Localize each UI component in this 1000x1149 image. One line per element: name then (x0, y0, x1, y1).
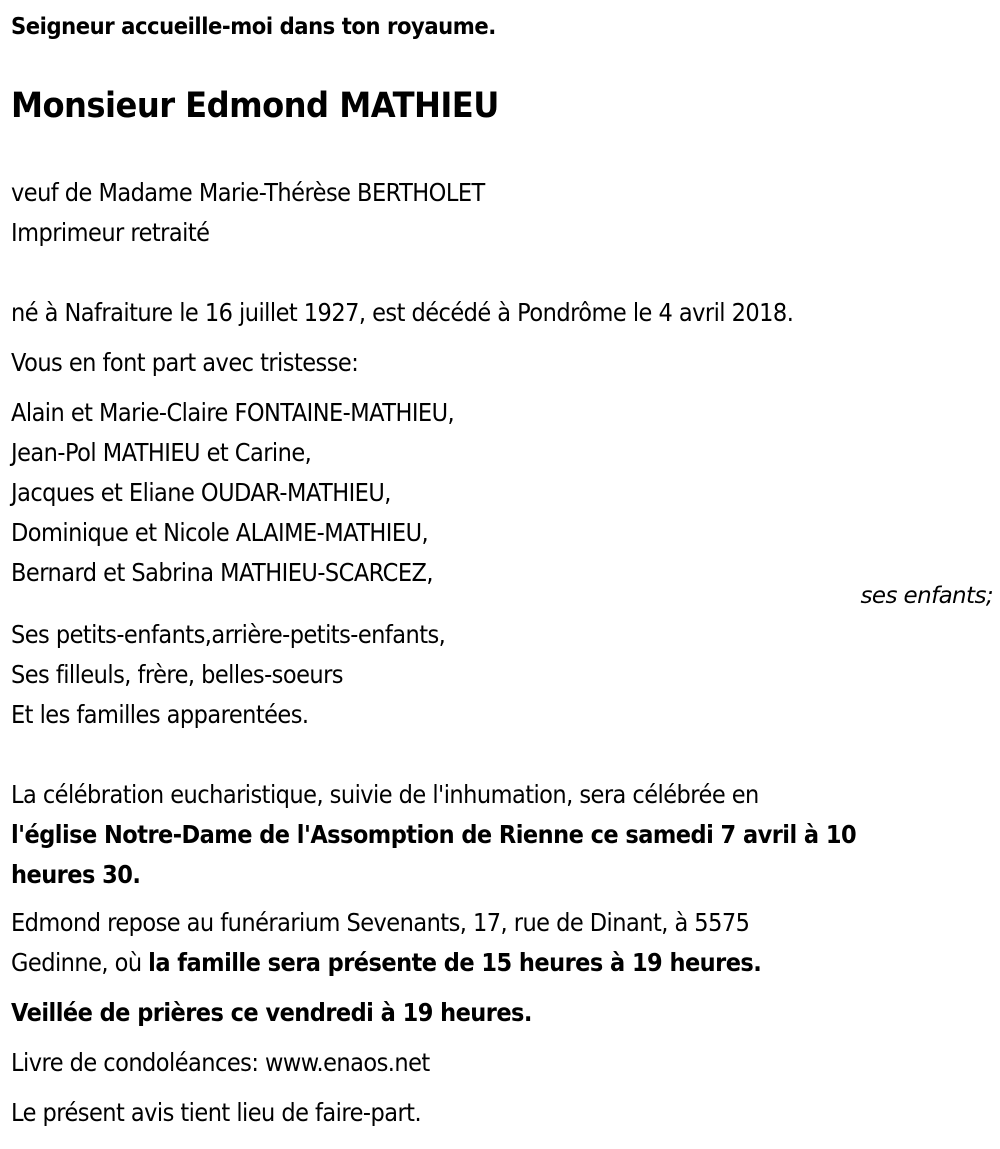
child-entry: Jean-Pol MATHIEU et Carine, (11, 438, 312, 467)
birth-death-line: né à Nafraiture le 16 juillet 1927, est décédé à Pondrôme le 4 avril 2018. (11, 298, 794, 327)
children-label: ses enfants; (860, 583, 993, 609)
condolences-line (11, 1048, 430, 1078)
announcement-intro: Vous en font part avec tristesse: (11, 348, 359, 377)
deceased-name-title: Monsieur Edmond MATHIEU (11, 86, 499, 126)
family-entry: Ses petits-enfants,arrière-petits-enfants, (11, 620, 446, 649)
funerarium-line: Edmond repose au funérarium Sevenants, 17, rue de Dinant, à 5575 (11, 908, 750, 937)
closing-line: Le présent avis tient lieu de faire-part. (11, 1098, 422, 1127)
child-entry: Jacques et Eliane OUDAR-MATHIEU, (11, 478, 391, 507)
child-entry: Alain et Marie-Claire FONTAINE-MATHIEU, (11, 398, 455, 427)
ceremony-location-line: l'église Notre-Dame de l'Assomption de Rienne ce samedi 7 avril à 10 (11, 820, 857, 849)
visiting-hours-line (11, 948, 761, 978)
ceremony-time-line: heures 30. (11, 860, 141, 889)
visiting-hours-place: Gedinne, où (11, 948, 149, 977)
family-entry: Et les familles apparentées. (11, 700, 309, 729)
condolences-label: Livre de condoléances: (11, 1048, 265, 1077)
occupation-line: Imprimeur retraité (11, 218, 210, 247)
condolences-link[interactable]: www.enaos.net (264, 1048, 430, 1077)
vigil-line: Veillée de prières ce vendredi à 19 heures. (11, 998, 532, 1027)
spouse-line: veuf de Madame Marie-Thérèse BERTHOLET (11, 178, 485, 207)
child-entry: Dominique et Nicole ALAIME-MATHIEU, (11, 518, 429, 547)
prayer-heading: Seigneur accueille-moi dans ton royaume. (11, 14, 496, 40)
visiting-hours-bold: la famille sera présente de 15 heures à 19 heures. (148, 948, 762, 977)
family-entry: Ses filleuls, frère, belles-soeurs (11, 660, 344, 689)
child-entry: Bernard et Sabrina MATHIEU-SCARCEZ, (11, 558, 434, 587)
ceremony-line: La célébration eucharistique, suivie de l'inhumation, sera célébrée en (11, 780, 759, 809)
